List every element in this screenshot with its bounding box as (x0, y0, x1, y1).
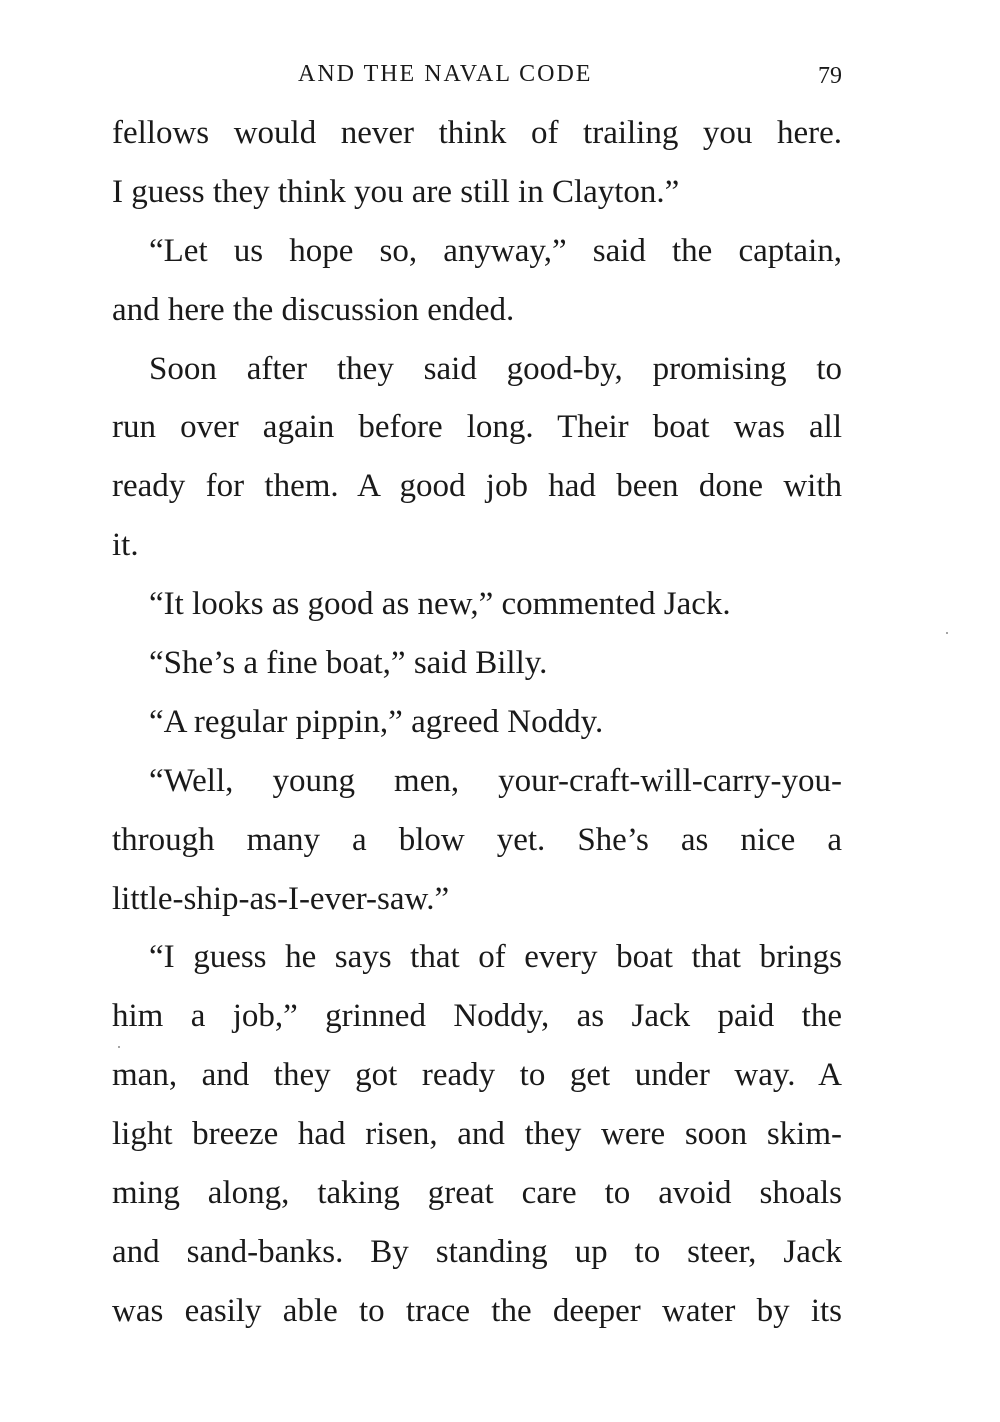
text-line: light breeze had risen, and they were soon skim- (112, 1116, 842, 1153)
text-line: “Well, young men, your-craft-will-carry-you- (149, 762, 842, 799)
text-line: man, and they got ready to get under way. A (112, 1057, 842, 1094)
text-line: “I guess he says that of every boat that brings (149, 939, 842, 976)
text-line: and sand-banks. By standing up to steer, Jack (112, 1233, 842, 1270)
text-line: was easily able to trace the deeper water by its (112, 1292, 842, 1329)
text-line: “It looks as good as new,” commented Jack. (149, 586, 731, 623)
text-line: fellows would never think of trailing you here. (112, 115, 842, 151)
print-speck (118, 1046, 120, 1048)
running-head (112, 56, 842, 92)
text-line: and here the discussion ended. (112, 291, 515, 328)
text-line: I guess they think you are still in Clayton.” (112, 173, 680, 210)
text-line: ming along, taking great care to avoid shoals (112, 1175, 842, 1212)
text-line: him a job,” grinned Noddy, as Jack paid the (112, 998, 842, 1035)
text-line: little-ship-as-I-ever-saw.” (112, 880, 450, 917)
print-speck (946, 632, 948, 634)
text-line: “Let us hope so, anyway,” said the captain, (149, 232, 842, 269)
text-line: through many a blow yet. She’s as nice a (112, 821, 842, 858)
body-text (112, 104, 842, 1341)
text-line: “She’s a fine boat,” said Billy. (149, 645, 548, 682)
text-line: run over again before long. Their boat was all (112, 409, 842, 446)
page-number: 79 (818, 63, 842, 89)
text-line: ready for them. A good job had been done with (112, 468, 842, 505)
text-line: Soon after they said good-by, promising to (149, 350, 842, 387)
text-line: “A regular pippin,” agreed Noddy. (149, 703, 604, 740)
running-title: AND THE NAVAL CODE (298, 61, 593, 87)
text-line: it. (112, 527, 139, 564)
